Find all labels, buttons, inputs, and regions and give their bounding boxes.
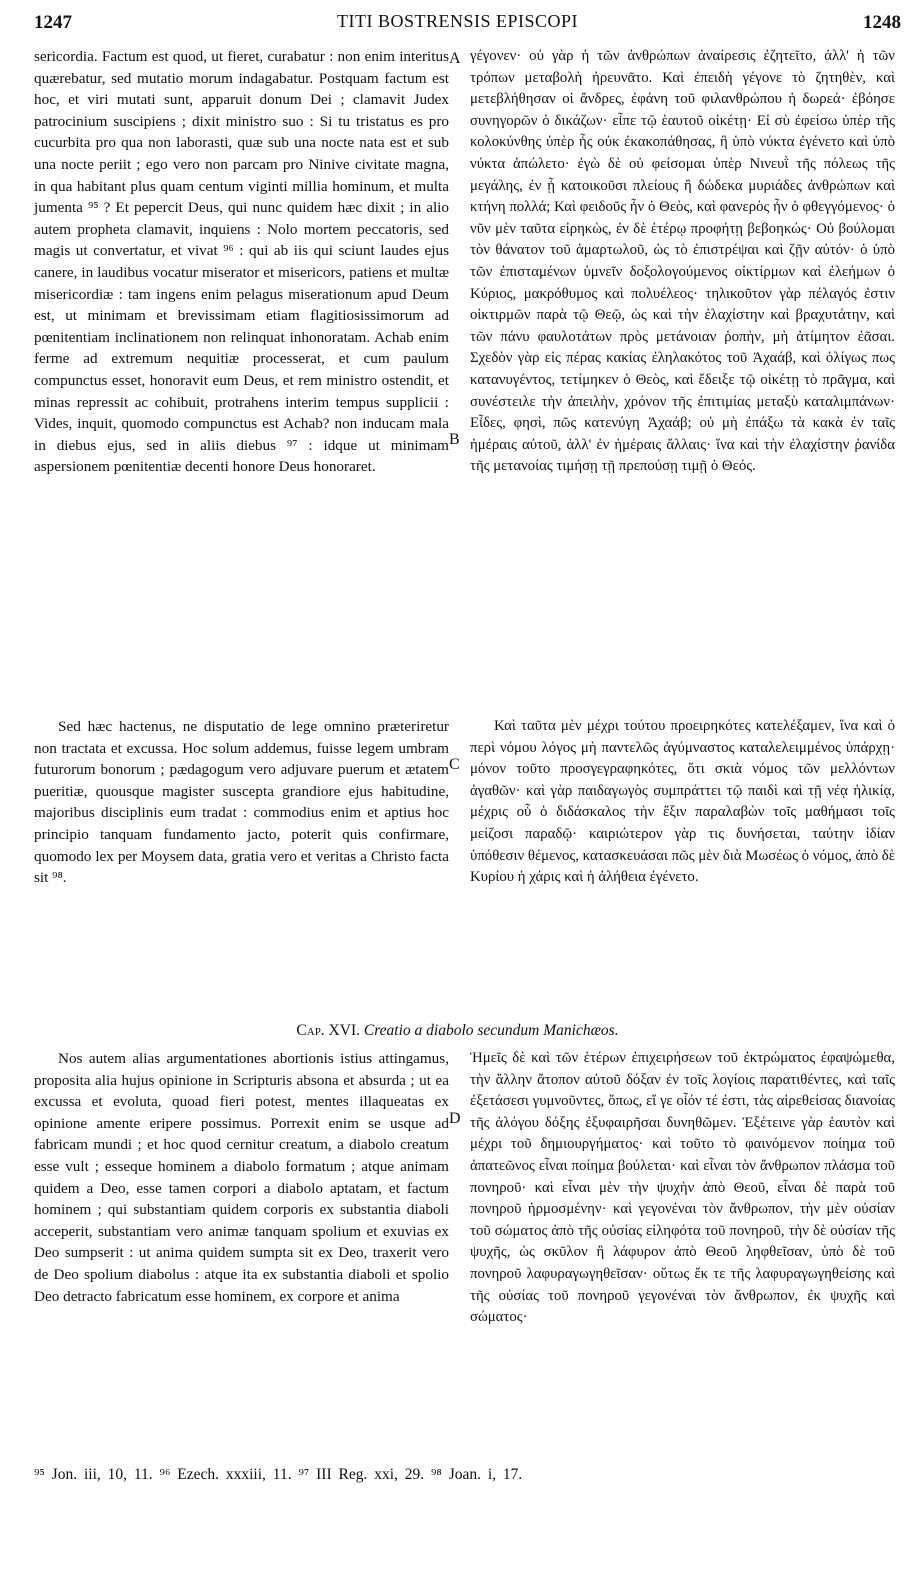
- page-number-left: 1247: [34, 12, 72, 33]
- chapter-title: Creatio a diabolo secundum Manichæos.: [363, 1022, 619, 1039]
- page-number-right: 1248: [863, 12, 901, 33]
- running-head: TITI BOSTRENSIS EPISCOPI: [336, 11, 579, 31]
- latin-paragraph-2: Sed hæc hactenus, ne disputatio de lege omnino præteriretur non tractata et excussa. Hoc solum addemus, fuisse legem umbram futurorum bonorum ; pædagogum vero adjuvare puerum et ætatem pueritiæ, quousque magister suscepta grandiore ejus habitudine, majoribus disciplinis eum tradat : commodius enim et aptius hoc principio tanquam fundamento jacto, poterit quis confirmare, quomodo lex per Moysem data, gratia vero et veritas a Christo facta sit ⁹⁸.: [34, 718, 449, 887]
- latin-paragraph-1: sericordia. Factum est quod, ut fieret, curabatur : non enim interitus quærebatur, sed mutatio morum indagabatur. Postquam factum est hoc, et viri mutati sunt, apparuit donum Dei ; clamavit Judex patrocinium suscipiens ; dixit ministro suo : Si tu tristatus es pro cucurbita pro qua non laborasti, quæ sub una nocte nata est et sub una nocte periit ; ego vero non parcam pro Ninive civitate magna, in qua habitant plus quam centum viginti millia hominum, et multa jumenta ⁹⁵ ? Et pepercit Deus, qui nunc quidem hæc dixit ; in alio autem propheta clamavit, inquiens : Nolo mortem peccatoris, sed magis ut convertatur, et vivat ⁹⁶ : qui ab iis qui sciunt laudes ejus canere, in laudibus vocatur miserator et misericors, patiens et multæ misericordiæ : tam ingens enim pelagus miserationum apud Deum est, ut minimam et brevissimam etiam flagitiosissimorum ad pœnitentiam inclinationem non relinquat inhonoratam. Achab enim ferme ad extremum nequitiæ processerat, et cum paulum compunctus esset, honoravit eum Deus, et rem ministro ostendit, et minas repressit ac cohibuit, protrahens interim tempus supplicii : Vides, inquit, quomodo compunctus est Achab? non inducam mala in diebus ejus, sed in aliis diebus ⁹⁷ : idque ut minimam aspersionem pœnitentiæ decenti honore Deus honoraret.: [34, 48, 449, 476]
- margin-letter-c: C: [449, 756, 460, 773]
- page-header: [0, 0, 915, 40]
- greek-paragraph-2: Καὶ ταῦτα μὲν μέχρι τούτου προειρηκότες κατελέξαμεν, ἵνα καὶ ὁ περὶ νόμου λόγος μὴ παντελῶς ἀγύμναστος καταλελειμμένος ὑπάρχῃ· μόνον τοῦτο προσγεγραφηκότες, ὅτι σκιὰ νόμος τῶν μελλόντων ἀγαθῶν· καὶ γὰρ παιδαγωγὸς συμπράττει τῷ παιδὶ καὶ τῇ νέᾳ ἡλικίᾳ, μέχρις οὗ ὁ διδάσκαλος τὴν ἕξιν παραλαβὼν τοῖς μαθήμασι τοῖς μείζοσι παραδῷ· καιριώτερον γὰρ τις δυνήσεται, ταύτην ἰδίαν ὑπόθεσιν θέμενος, κατασκευάσαι πῶς μὲν διὰ Μωσέως ὁ νόμος, ἀπὸ δὲ Κυρίου ἡ χάρις καὶ ἡ ἀλήθεια ἐγένετο.: [470, 718, 895, 886]
- margin-letter-a: A: [449, 50, 461, 67]
- greek-paragraph-3: Ἡμεῖς δὲ καὶ τῶν ἑτέρων ἐπιχειρήσεων τοῦ ἐκτρώματος ἐφαψώμεθα, τὴν ἄλλην ἄτοπον αὐτοῦ δόξαν ἐν τοῖς λογίοις παρατιθέντες, καὶ ταῖς ἐξετάσεσι γυμνοῦντες, ὅπως, εἴ γε οἷόν τέ ἐστι, τὰς αἱρεθείσας διανοίας τῆς ἀλόγου δόξης ἐξυφαιρῆσαι δυνηθῶμεν. Ἐξέτεινε γὰρ ἑαυτὸν καὶ μέχρι τοῦ δημιουργήματος· καὶ τοῦτο τὸ φαινόμενον ποίημα τοῦ ἀπατεῶνος εἶναι ποίημα βούλεται· καὶ εἶναι τὸν ἄνθρωπον πλάσμα τοῦ πονηροῦ· καὶ εἶναι μὲν τὴν ψυχὴν ἀπὸ Θεοῦ, εἶναι δὲ παρὰ τοῦ πονηροῦ ἡρμοσμένην· καὶ γεγονέναι τὸν ἄνθρωπον, τὴν μὲν οὐσίαν τοῦ σώματος ἀπὸ τῆς οὐσίας εἰληφότα τοῦ πονηροῦ, τὴν δὲ οὐσίαν τῆς ψυχῆς, ὡς σκῦλον ἢ λάφυρον ἀπὸ Θεοῦ ληφθεῖσαν, ὑπὸ δὲ τοῦ πονηροῦ λαφυραγωγηθεῖσαν· οὕτως ἔκ τε τῆς λαφυραγωγηθείσης καὶ τῆς οὐσίας τοῦ πονηροῦ γεγονέναι τὸν ἄνθρωπον, ἐκ ψυχῆς καὶ σώματος·: [470, 1050, 895, 1326]
- chapter-number: Cap. XVI.: [296, 1022, 360, 1039]
- latin-paragraph-3: Nos autem alias argumentationes abortionis istius attingamus, proposita alia hujus opinione in Scripturis absona et absurda ; ut ea excussa et evoluta, quoad fieri potest, mentes illaqueatas ex opinione amente eripere possimus. Porrexit enim se usque ad fabricam mundi ; et hoc quod cernitur creatum, a diabolo creatum esse vult ; esseque hominem a diabolo formatum ; atque animam quidem a Deo, esse tamen corpori a diabolo aptatam, et factum hominem ; qui substantiam quidem corporis ex substantia diaboli acceperit, substantiam vero animæ tanquam spolium et exuvias ex Deo sumpserit : ut anima quidem sumpta sit ex Deo, traxerit vero de Deo spolium diabolus : atque ita ex substantia diaboli et spolio Deo detracto fabricatum esse hominem, ex corpore et anima: [34, 1050, 449, 1305]
- greek-paragraph-1: γέγονεν· οὐ γὰρ ἡ τῶν ἀνθρώπων ἀναίρεσις ἐζητεῖτο, ἀλλ' ἡ τῶν τρόπων μεταβολὴ ἠρευνᾶτο. Καὶ ἐπειδὴ γέγονε τὸ ζητηθὲν, καὶ μετεβλήθησαν οἱ ἄνδρες, ἐφάνη τοῦ φιλανθρώπου ἡ δωρεά· ἐβόησε συνηγορῶν ὁ δικάζων· εἶπε τῷ ἑαυτοῦ οἰκέτῃ· Εἰ σὺ ἐφείσω ὑπὲρ τῆς κολοκύνθης ὑπὲρ ἧς οὐκ ἐκακοπάθησας, ἣ ὑπὸ νύκτα ἐγένετο καὶ ὑπὸ νύκτα ἀπώλετο· ἐγὼ δὲ οὐ φείσομαι ὑπὲρ Νινευῒ τῆς πόλεως τῆς μεγάλης, ἐν ᾗ κατοικοῦσι πλείους ἢ δώδεκα μυριάδες ἀνθρώπων καὶ κτήνη πολλά; Καὶ φειδοῦς ἦν ὁ Θεὸς, καὶ φανερὸς ἦν ὁ φθεγγόμενος· ὁ νῦν μὲν ταῦτα εἰρηκὼς, ἐν δὲ ἑτέρῳ προφήτῃ βεβοηκώς· Οὐ βούλομαι τὸν θάνατον τοῦ ἁμαρτωλοῦ, ὡς τὸ ἐπιστρέψαι καὶ ζῇν αὐτόν· ὁ ὑπὸ τῶν ἐπισταμένων ὑμνεῖν δοξολογούμενος οἰκτίρμων καὶ ἐλεήμων ὁ Κύριος, μακρόθυμος καὶ πολυέλεος· τηλικοῦτον γὰρ πέλαγός ἐστιν οἰκτιρμῶν παρὰ τῷ Θεῷ, ὡς καὶ τὴν ἐλαχίστην καὶ βραχυτάτην, καὶ τῶν πάνυ φαυλοτάτων πρὸς μετάνοιαν ῥοπὴν, μὴ ἀτίμητον ἐᾶσαι. Σχεδὸν γὰρ εἰς πέρας κακίας ἐληλακότος τοῦ Ἀχαάβ, καὶ ὀλίγως πως κατανυγέντος, τετίμηκεν ὁ Θεὸς, καὶ ἔδειξε τῷ οἰκέτῃ τὸ πρᾶγμα, καὶ συνέστειλε τὴν ἀπειλὴν, χρόνον τῆς ἐπιτιμίας μεταξὺ καταλιμπάνων· Εἶδες, φησὶ, πῶς κατενύγη Ἀχαάβ; οὐ μὴ ἐπάξω τὰ κακὰ ἐν ταῖς ἡμέραις αὐτοῦ, ἀλλ' ἐν ἡμέραις ἄλλαις· ἵνα καὶ τὴν ἐλαχίστην ῥανίδα τῆς μετανοίας τιμήσῃ τῇ πρεπούσῃ τιμῇ ὁ Θεός.: [470, 48, 895, 475]
- footnotes: ⁹⁵ Jon. iii, 10, 11. ⁹⁶ Ezech. xxxiii, 11. ⁹⁷ III Reg. xxi, 29. ⁹⁸ Joan. i, 17.: [34, 1466, 523, 1483]
- margin-letter-d: D: [449, 1110, 461, 1127]
- chapter-heading: [0, 1022, 915, 1040]
- margin-letter-b: B: [449, 431, 460, 448]
